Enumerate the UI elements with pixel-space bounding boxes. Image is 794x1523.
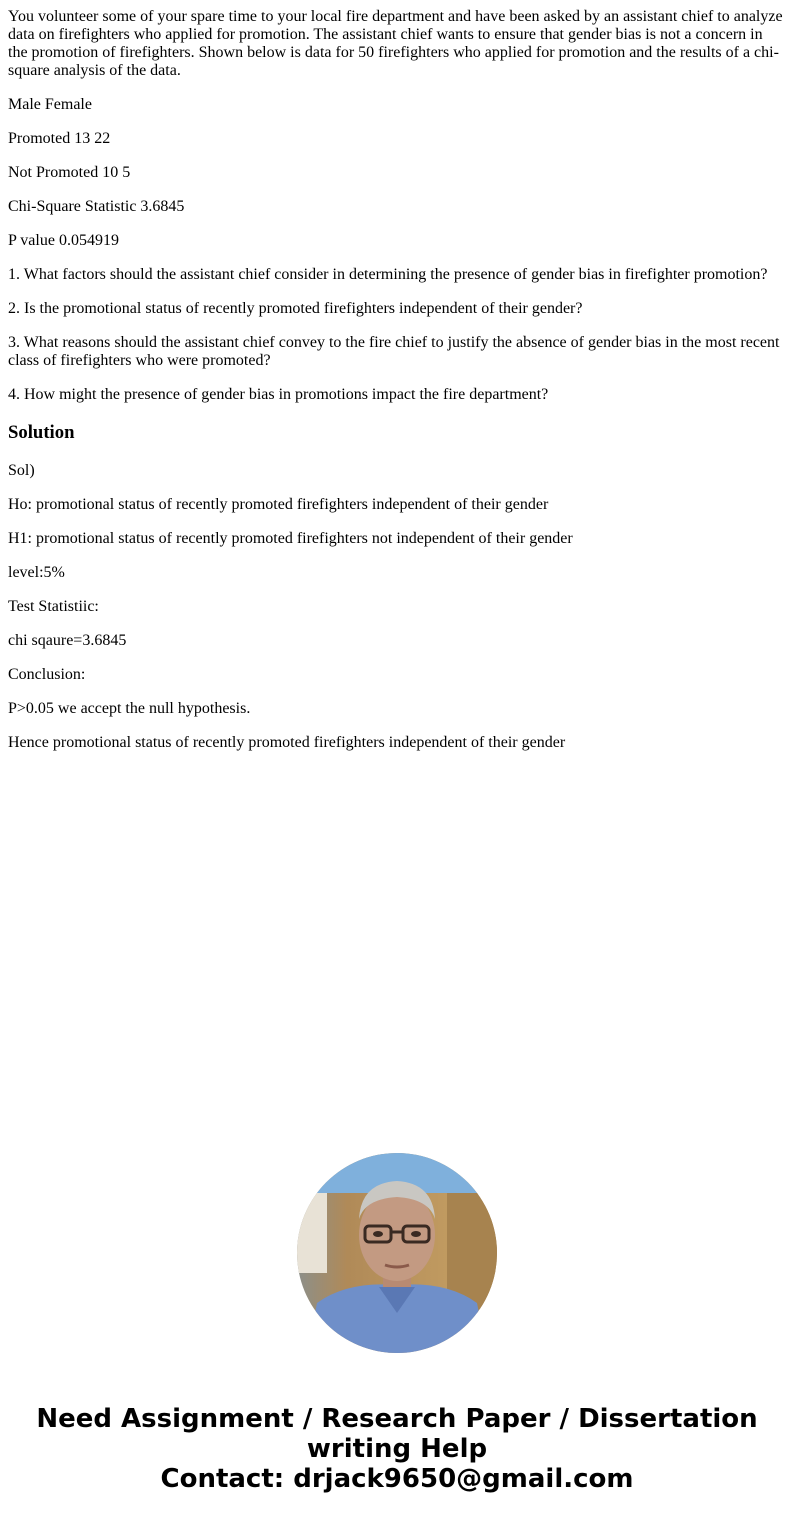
solution-line: Hence promotional status of recently promoted firefighters independent of their gender bbox=[8, 734, 566, 751]
table-row-promoted: Promoted 13 22 bbox=[8, 130, 111, 147]
solution-line: Conclusion: bbox=[8, 666, 86, 683]
solution-line: H1: promotional status of recently promoted firefighters not independent of their gender bbox=[8, 530, 573, 547]
document-content bbox=[8, 8, 786, 768]
solution-line: Sol) bbox=[8, 462, 35, 479]
question-intro: You volunteer some of your spare time to your local fire department and have been asked by an assistant chief to analyze data on firefighters who applied for promotion. The assistant chief wants to ensure that gender bias is not a concern in the promotion of firefighters. Shown below is data for 50 firefighters who applied for promotion and the results of a chi-square analysis of the data. bbox=[8, 8, 783, 79]
solution-heading: Solution bbox=[8, 422, 75, 443]
table-header: Male Female bbox=[8, 96, 92, 113]
contact-banner bbox=[0, 1404, 794, 1494]
author-photo bbox=[297, 1153, 497, 1353]
solution-line: chi sqaure=3.6845 bbox=[8, 632, 127, 649]
question-2: 2. Is the promotional status of recently promoted firefighters independent of their gender? bbox=[8, 300, 583, 317]
solution-line: P>0.05 we accept the null hypothesis. bbox=[8, 700, 251, 717]
question-3: 3. What reasons should the assistant chief convey to the fire chief to justify the absence of gender bias in the most recent class of firefighters who were promoted? bbox=[8, 334, 780, 369]
portrait-image bbox=[297, 1153, 497, 1353]
table-row-not-promoted: Not Promoted 10 5 bbox=[8, 164, 131, 181]
solution-line: level:5% bbox=[8, 564, 65, 581]
p-value: P value 0.054919 bbox=[8, 232, 119, 249]
banner-line-2: writing Help bbox=[306, 1434, 488, 1464]
question-1: 1. What factors should the assistant chief consider in determining the presence of gender bias in firefighter promotion? bbox=[8, 266, 768, 283]
question-4: 4. How might the presence of gender bias in promotions impact the fire department? bbox=[8, 386, 549, 403]
solution-line: Ho: promotional status of recently promoted firefighters independent of their gender bbox=[8, 496, 549, 513]
banner-contact-line: Contact: drjack9650@gmail.com bbox=[160, 1464, 634, 1494]
chi-square-statistic: Chi-Square Statistic 3.6845 bbox=[8, 198, 185, 215]
solution-line: Test Statistiic: bbox=[8, 598, 99, 615]
banner-line-1: Need Assignment / Research Paper / Dissertation bbox=[36, 1404, 758, 1434]
